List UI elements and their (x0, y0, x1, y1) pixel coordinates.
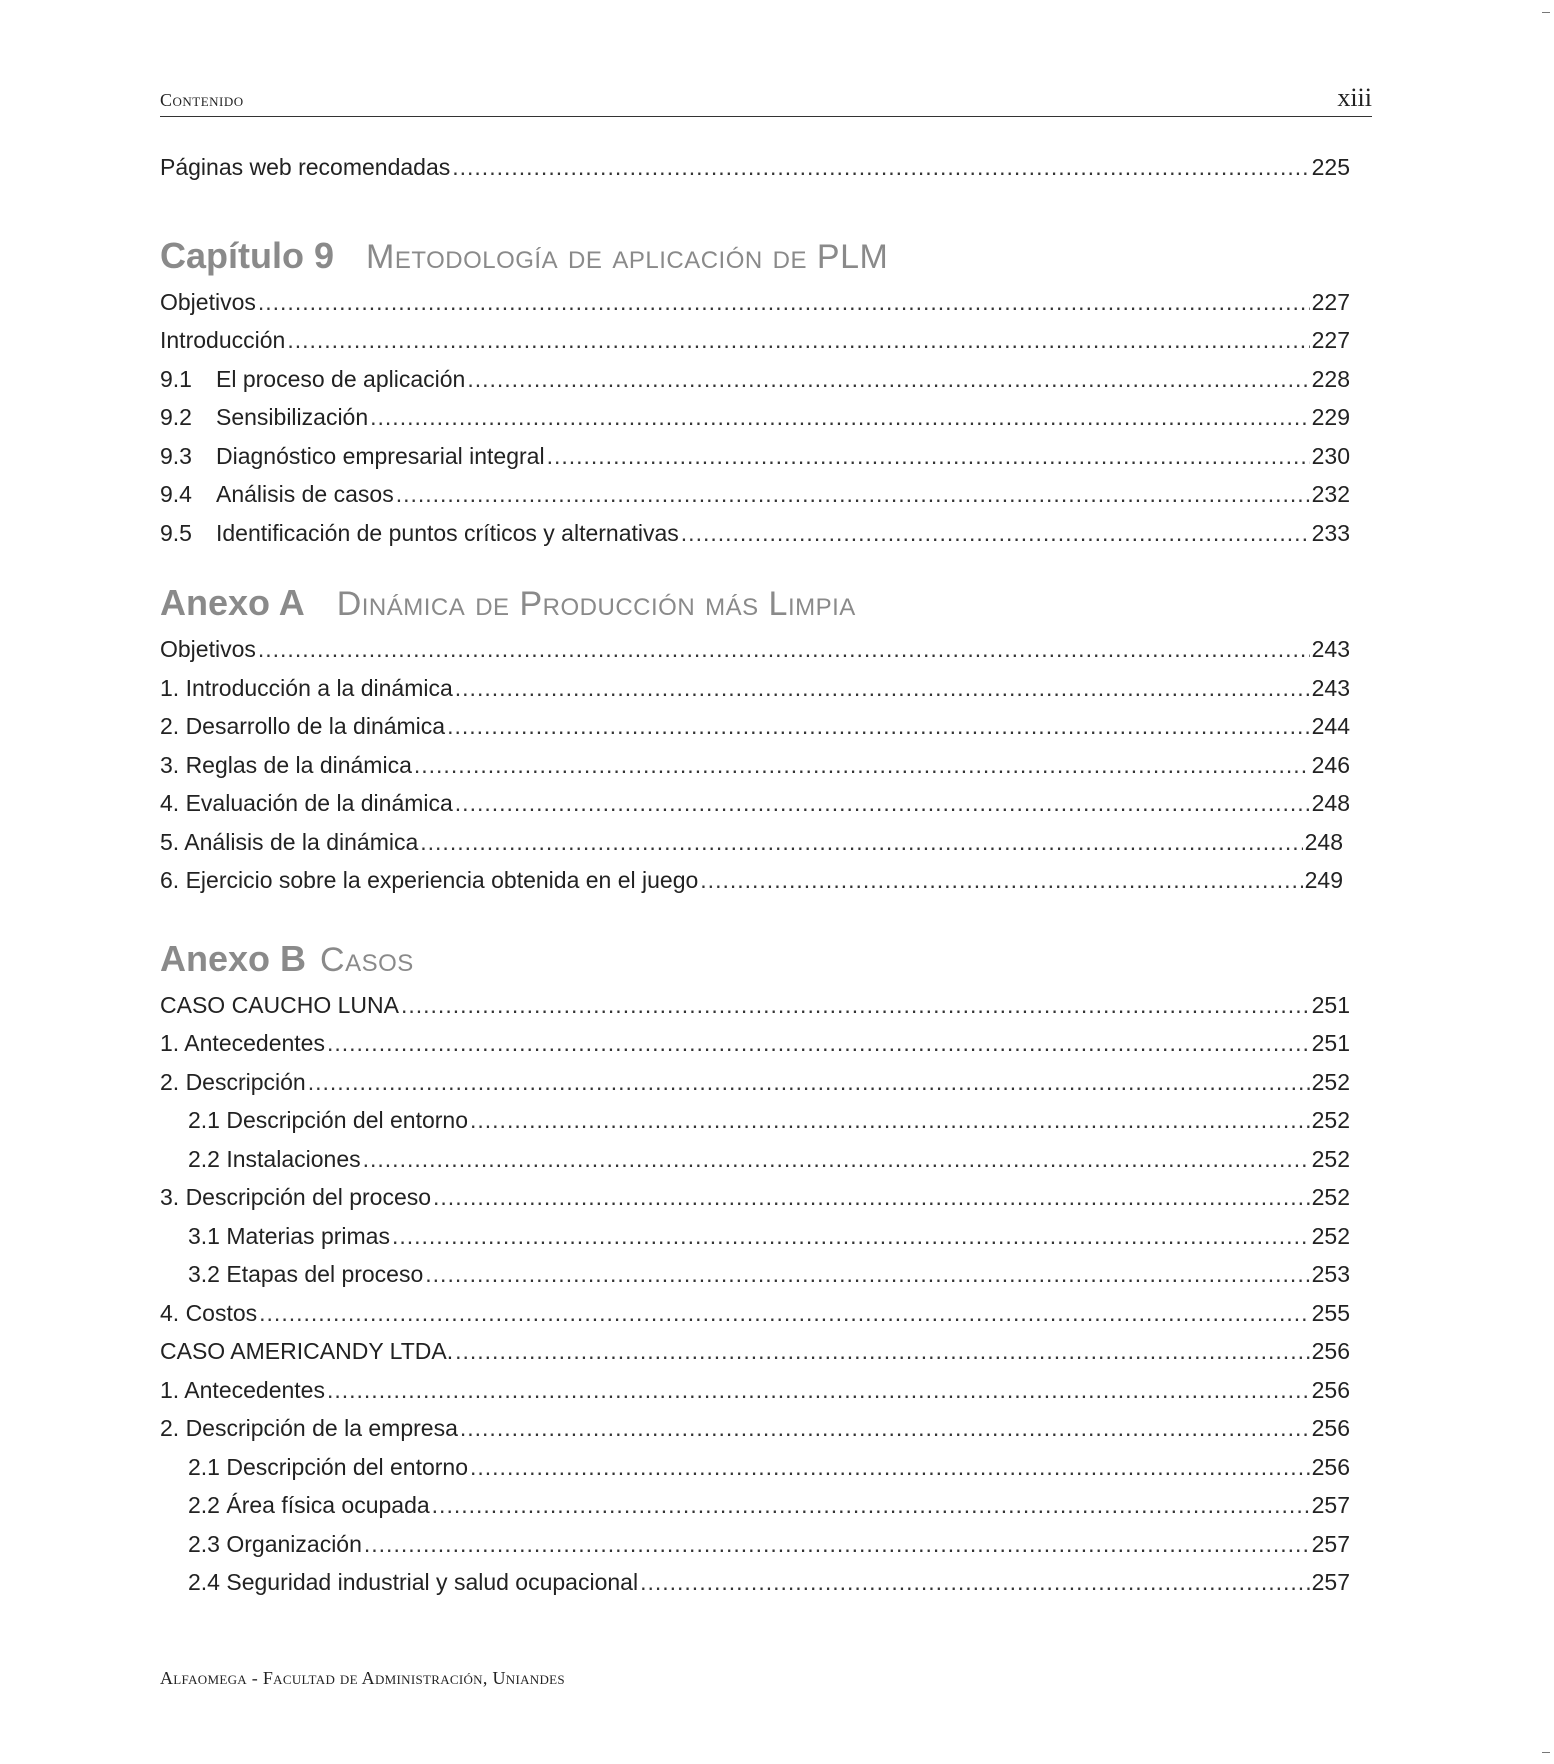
dot-leader (433, 1178, 1310, 1217)
dot-leader (401, 986, 1310, 1025)
annex-heading (160, 552, 1350, 630)
toc-entry-title: 2. Desarrollo de la dinámica (160, 713, 446, 739)
toc-entry-title: 2.2 Área física ocupada (188, 1492, 430, 1518)
toc-entry (160, 398, 1350, 437)
toc-entry-page: 253 (1311, 1261, 1350, 1287)
toc-entry-page: 227 (1311, 327, 1350, 353)
toc-entry (160, 514, 1350, 553)
toc-entry-number: 9.5 (160, 519, 192, 546)
toc-entry-page: 227 (1311, 288, 1350, 315)
toc-entry (160, 1563, 1350, 1602)
toc-entry-page: 252 (1311, 1184, 1350, 1210)
running-head-title: Contenido (160, 90, 244, 110)
toc-entry-title: 2.1 Descripción del entorno (188, 1107, 468, 1133)
toc-entry-title: Objetivos (160, 288, 256, 315)
annex-label: Anexo B (160, 937, 307, 979)
toc-entry (160, 784, 1350, 823)
dot-leader (396, 475, 1310, 514)
toc-entry (160, 1255, 1350, 1294)
toc-entry (160, 1409, 1350, 1448)
dot-leader (452, 148, 1309, 187)
dot-leader (414, 746, 1310, 785)
toc-entry-title: 2. Descripción (160, 1068, 306, 1095)
dot-leader (470, 1448, 1310, 1487)
toc-entry (160, 1332, 1350, 1371)
dot-leader (455, 1332, 1310, 1371)
dot-leader (259, 1294, 1309, 1333)
toc-entry-page: 244 (1311, 713, 1350, 739)
dot-leader (327, 1024, 1310, 1063)
dot-leader (363, 1140, 1310, 1179)
toc-entry (160, 360, 1350, 399)
annex-heading (160, 900, 1350, 986)
dot-leader (258, 630, 1310, 669)
toc-entry-title: 3. Reglas de la dinámica (160, 751, 412, 778)
toc-entry-title: 1. Introducción a la dinámica (160, 674, 453, 701)
toc-entry (160, 669, 1350, 708)
toc-entry-page: 230 (1311, 442, 1350, 469)
toc-entry-title: 5. Análisis de la dinámica (160, 828, 419, 855)
toc-entry-page: 252 (1311, 1145, 1350, 1172)
toc-entry (160, 861, 1343, 900)
dot-leader (467, 360, 1309, 399)
toc-entry (160, 148, 1350, 187)
toc-entry-page: 251 (1311, 1030, 1350, 1056)
toc-entry-title: 4. Evaluación de la dinámica (160, 790, 453, 816)
toc-entry (160, 1178, 1350, 1217)
toc-entry-title: CASO AMERICANDY LTDA. (160, 1338, 454, 1364)
toc-entry-number: 9.4 (160, 481, 192, 507)
toc-entry-page: 225 (1311, 154, 1350, 180)
dot-leader (640, 1563, 1310, 1602)
toc-entry (160, 986, 1350, 1025)
dot-leader (460, 1409, 1310, 1448)
toc-entry-number: 9.2 (160, 404, 192, 430)
dot-leader (470, 1101, 1310, 1140)
dot-leader (308, 1063, 1310, 1102)
toc-entry (160, 1140, 1350, 1179)
toc-entry (160, 475, 1350, 514)
chapter-label: Capítulo 9 (160, 234, 335, 276)
toc-entry-page: 248 (1304, 828, 1343, 855)
toc-entry-title: 3. Descripción del proceso (160, 1184, 432, 1210)
toc-entry (160, 746, 1350, 785)
toc-entry (160, 630, 1350, 669)
dot-leader (455, 784, 1310, 823)
toc-entry (160, 1525, 1350, 1564)
toc-entry (160, 707, 1350, 746)
toc-entry-page: 256 (1311, 1415, 1350, 1441)
chapter-heading (160, 211, 1350, 283)
toc-entry (160, 283, 1350, 322)
dot-leader (455, 669, 1310, 708)
toc-entry-page: 248 (1311, 790, 1350, 816)
toc-entry-title: Diagnóstico empresarial integral (216, 442, 545, 469)
toc-entry-page: 246 (1311, 751, 1350, 778)
toc-entry-title: 3.1 Materias primas (188, 1222, 390, 1249)
dot-leader (287, 321, 1309, 360)
toc-entry-title: 2.2 Instalaciones (188, 1145, 361, 1172)
toc-entry-title: Introducción (160, 327, 286, 353)
toc-entry-title: El proceso de aplicación (216, 365, 466, 392)
toc-entry-page: 252 (1311, 1068, 1350, 1095)
dot-leader (327, 1371, 1310, 1410)
dot-leader (392, 1217, 1310, 1256)
toc-entry (160, 1217, 1350, 1256)
dot-leader (432, 1486, 1310, 1525)
toc-entry-page: 255 (1311, 1299, 1350, 1326)
toc-entry-title: 6. Ejercicio sobre la experiencia obtenida en el juego (160, 867, 699, 893)
toc-entry-title: 2.4 Seguridad industrial y salud ocupacional (188, 1569, 639, 1595)
page-footer: Alfaomega - Facultad de Administración, Uniandes (160, 1668, 565, 1688)
crop-mark (1542, 1752, 1550, 1753)
toc-entry (160, 1448, 1350, 1487)
book-page (160, 0, 1372, 1764)
toc-entry-title: 2.1 Descripción del entorno (188, 1453, 468, 1480)
dot-leader (425, 1255, 1309, 1294)
toc-entry (160, 1101, 1350, 1140)
toc-entry (160, 1371, 1350, 1410)
chapter-title: Metodología de aplicación de PLM (366, 237, 889, 276)
dot-leader (258, 283, 1310, 322)
toc-entry-page: 256 (1311, 1453, 1350, 1480)
toc-entry (160, 823, 1343, 862)
toc-entry-title: Análisis de casos (216, 481, 394, 507)
toc-entry-title: CASO CAUCHO LUNA (160, 991, 399, 1018)
dot-leader (364, 1525, 1310, 1564)
toc-entry-title: 4. Costos (160, 1299, 258, 1326)
toc-entry-title: Identificación de puntos críticos y alternativas (216, 519, 679, 546)
toc-entry (160, 1294, 1350, 1333)
toc-entry-page: 243 (1311, 674, 1350, 701)
toc-entry-page: 251 (1311, 991, 1350, 1018)
toc-entry-page: 228 (1311, 365, 1350, 392)
toc-entry-title: Sensibilización (216, 404, 369, 430)
toc-entry (160, 1063, 1350, 1102)
running-head (160, 83, 1372, 117)
dot-leader (700, 861, 1302, 900)
toc-entry (160, 1486, 1350, 1525)
dot-leader (447, 707, 1310, 746)
toc-entry (160, 1024, 1350, 1063)
toc-entry (160, 437, 1350, 476)
toc-entry-number: 9.1 (160, 365, 192, 392)
toc-entry-title: 2. Descripción de la empresa (160, 1415, 458, 1441)
toc-entry-page: 232 (1311, 481, 1350, 507)
toc-entry-page: 257 (1311, 1530, 1350, 1557)
dot-leader (681, 514, 1310, 553)
toc-entry-page: 249 (1304, 867, 1343, 893)
toc-entry-page: 256 (1311, 1376, 1350, 1403)
toc-entry-title: 3.2 Etapas del proceso (188, 1261, 424, 1287)
toc-entry-page: 229 (1311, 404, 1350, 430)
crop-mark (1542, 12, 1550, 13)
dot-leader (370, 398, 1309, 437)
toc-entry-page: 256 (1311, 1338, 1350, 1364)
toc-entry-page: 243 (1311, 636, 1350, 662)
dot-leader (547, 437, 1310, 476)
toc-entry-page: 252 (1311, 1107, 1350, 1133)
annex-title: Casos (320, 940, 414, 979)
annex-title: Dinámica de Producción más Limpia (336, 585, 856, 623)
toc-entry-page: 257 (1311, 1569, 1350, 1595)
toc-entry-page: 252 (1311, 1222, 1350, 1249)
toc-entry-page: 257 (1311, 1492, 1350, 1518)
toc-entry-number: 9.3 (160, 442, 192, 469)
toc-entry-title: 1. Antecedentes (160, 1376, 325, 1403)
annex-label: Anexo A (160, 582, 305, 623)
page-number-roman: xiii (1337, 83, 1372, 112)
toc-entry-title: Páginas web recomendadas (160, 154, 451, 180)
toc-entry-title: 2.3 Organización (188, 1530, 362, 1557)
toc-entry-title: Objetivos (160, 636, 256, 662)
dot-leader (420, 823, 1302, 862)
toc-entry-title: 1. Antecedentes (160, 1030, 325, 1056)
toc-entry (160, 321, 1350, 360)
toc-entry-page: 233 (1311, 519, 1350, 546)
table-of-contents (160, 148, 1350, 1602)
